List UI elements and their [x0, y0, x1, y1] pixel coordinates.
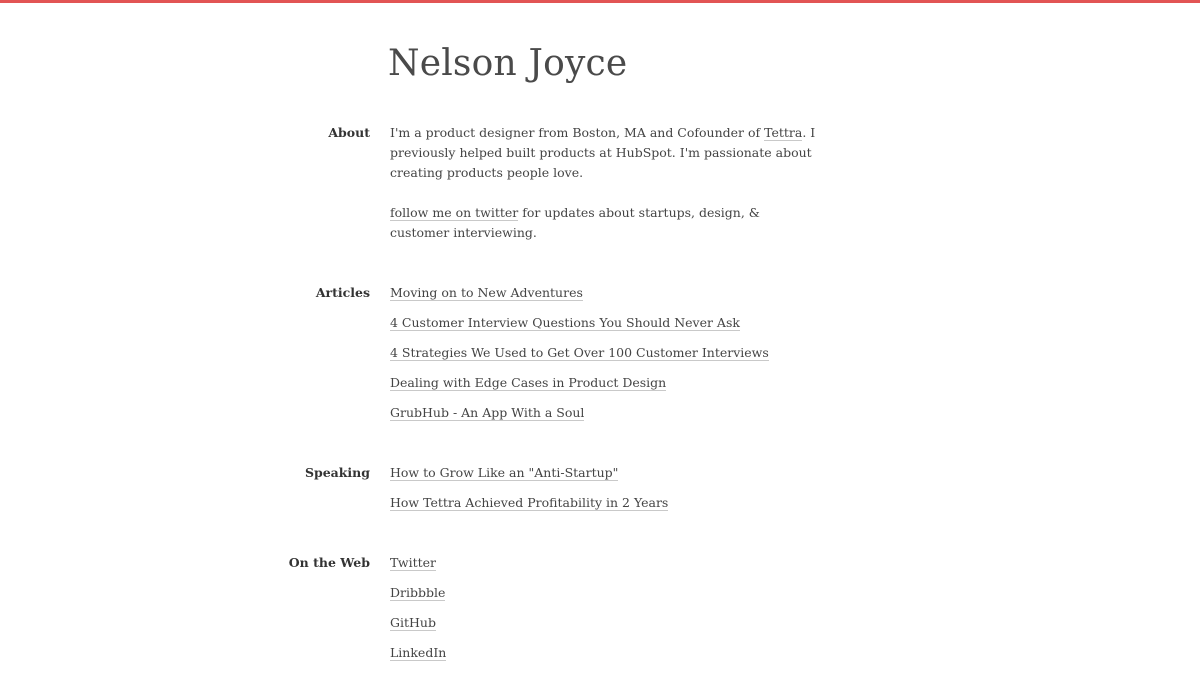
web-body: [390, 553, 820, 673]
speaking-body: [390, 463, 820, 523]
article-link-new-adventures[interactable]: Moving on to New Adventures: [390, 285, 583, 300]
about-text-suffix: . I previously helped built products at HubSpot. I'm passionate about creating products people love.: [390, 125, 816, 180]
list-item: [390, 553, 820, 573]
list-item: [390, 343, 820, 363]
twitter-link[interactable]: Twitter: [390, 555, 437, 570]
about-body: [390, 123, 820, 243]
page-title: Nelson Joyce: [388, 43, 628, 84]
list-item: [390, 313, 820, 333]
article-link-interview-questions[interactable]: 4 Customer Interview Questions You Should Never Ask: [390, 315, 740, 330]
follow-twitter-link[interactable]: follow me on twitter: [390, 205, 519, 220]
list-item: [390, 493, 820, 513]
top-accent-bar: [0, 0, 1200, 3]
list-item: [390, 613, 820, 633]
follow-text-suffix: for updates about startups, design, & customer interviewing.: [390, 205, 760, 240]
article-link-interview-strategies[interactable]: 4 Strategies We Used to Get Over 100 Customer Interviews: [390, 345, 769, 360]
speaking-label: Speaking: [304, 465, 370, 480]
article-link-grubhub[interactable]: GrubHub - An App With a Soul: [390, 405, 585, 420]
articles-body: [390, 283, 820, 433]
list-item: [390, 583, 820, 603]
web-links-list: [390, 553, 820, 663]
tettra-link[interactable]: Tettra: [764, 125, 803, 140]
talk-link-anti-startup[interactable]: How to Grow Like an "Anti-Startup": [390, 465, 619, 480]
about-label: About: [328, 125, 370, 140]
list-item: [390, 463, 820, 483]
dribbble-link[interactable]: Dribbble: [390, 585, 446, 600]
speaking-list: [390, 463, 820, 513]
article-link-edge-cases[interactable]: Dealing with Edge Cases in Product Design: [390, 375, 667, 390]
talk-link-profitability[interactable]: How Tettra Achieved Profitability in 2 Years: [390, 495, 669, 510]
about-paragraph-2: [390, 203, 820, 243]
articles-list: [390, 283, 820, 423]
about-text-prefix: I'm a product designer from Boston, MA and Cofounder of: [390, 125, 765, 140]
list-item: [390, 643, 820, 663]
web-label: On the Web: [288, 555, 370, 570]
about-paragraph-1: [390, 123, 820, 183]
list-item: [390, 283, 820, 303]
articles-label: Articles: [315, 285, 370, 300]
list-item: [390, 403, 820, 423]
list-item: [390, 373, 820, 393]
linkedin-link[interactable]: LinkedIn: [390, 645, 447, 660]
github-link[interactable]: GitHub: [390, 615, 436, 630]
